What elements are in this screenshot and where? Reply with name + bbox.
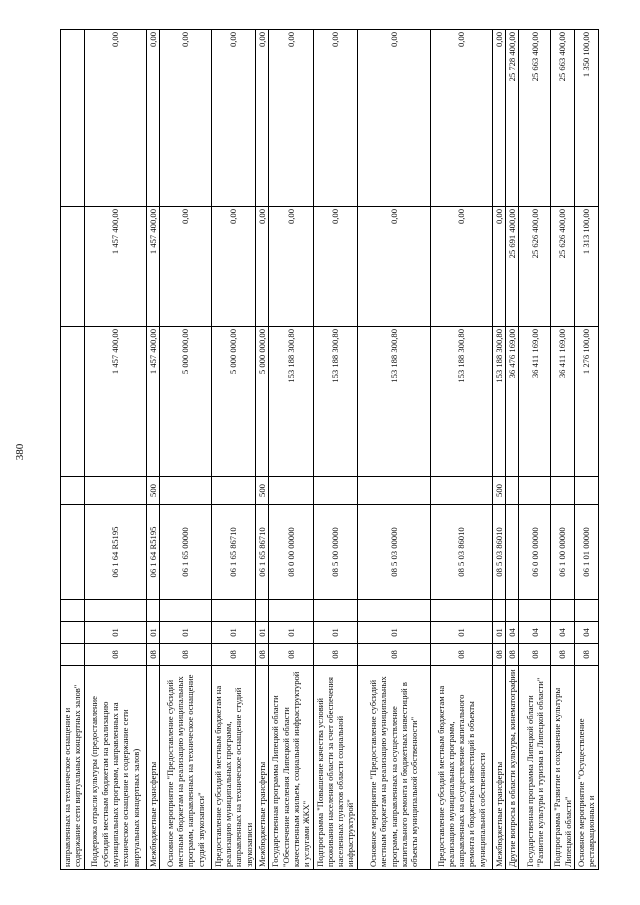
grbs-cell: 08 [519,644,551,666]
section-cell: 01 [159,622,211,644]
expense-type-cell [506,477,519,505]
sum-year1-cell [61,327,85,477]
subsection-cell [146,600,159,622]
table-row [430,30,492,870]
row-name-cell: Предоставление субсидий местным бюджетам на реализацию муниципальных программ, направленных на осуществление капитального ремонта и бюджетных инвестиций в объекты муниципальной собственности [430,666,492,870]
subsection-cell [506,600,519,622]
sum-year3-cell: 0,00 [159,30,211,207]
subsection-cell [313,600,357,622]
table-row [159,30,211,870]
target-article-cell: 08 5 03 00000 [357,505,430,600]
expense-type-cell: 500 [146,477,159,505]
sum-year2-cell: 0,00 [430,207,492,327]
subsection-cell [430,600,492,622]
sum-year2-cell: 1 313 100,00 [574,207,598,327]
sum-year3-cell: 0,00 [256,30,269,207]
grbs-cell: 08 [506,644,519,666]
target-article-cell [506,505,519,600]
expense-type-cell [84,477,146,505]
section-cell: 04 [506,622,519,644]
grbs-cell: 08 [492,644,505,666]
sum-year2-cell: 1 457 400,00 [146,207,159,327]
row-name-cell: Межбюджетные трансферты [146,666,159,870]
target-article-cell: 08 5 03 86010 [430,505,492,600]
expense-type-cell [269,477,313,505]
expense-type-cell [61,477,85,505]
subsection-cell [269,600,313,622]
target-article-cell: 06 1 65 86710 [256,505,269,600]
expense-type-cell [574,477,598,505]
sum-year1-cell: 153 188 300,80 [357,327,430,477]
sum-year1-cell: 5 000 000,00 [211,327,255,477]
table-row [211,30,255,870]
section-cell: 01 [492,622,505,644]
sum-year2-cell [61,207,85,327]
table-row [313,30,357,870]
subsection-cell [519,600,551,622]
sum-year1-cell: 36 411 169,00 [551,327,575,477]
table-row [574,30,598,870]
subsection-cell [492,600,505,622]
target-article-cell: 08 5 00 00000 [313,505,357,600]
sum-year1-cell: 153 188 300,80 [313,327,357,477]
sum-year2-cell: 0,00 [159,207,211,327]
table-row [506,30,519,870]
section-cell: 01 [211,622,255,644]
section-cell: 04 [519,622,551,644]
target-article-cell: 08 0 00 00000 [269,505,313,600]
grbs-cell: 08 [430,644,492,666]
grbs-cell: 08 [211,644,255,666]
subsection-cell [574,600,598,622]
target-article-cell: 06 1 65 86710 [211,505,255,600]
target-article-cell: 06 0 00 00000 [519,505,551,600]
section-cell [61,622,85,644]
section-cell: 01 [357,622,430,644]
subsection-cell [357,600,430,622]
sum-year1-cell: 153 188 300,80 [492,327,505,477]
section-cell: 01 [146,622,159,644]
subsection-cell [211,600,255,622]
subsection-cell [551,600,575,622]
sum-year3-cell: 0,00 [269,30,313,207]
target-article-cell: 06 1 64 R5195 [84,505,146,600]
sum-year1-cell: 153 188 300,80 [269,327,313,477]
section-cell: 01 [313,622,357,644]
sum-year3-cell: 0,00 [313,30,357,207]
table-row [146,30,159,870]
table-row [357,30,430,870]
sum-year3-cell: 1 350 100,00 [574,30,598,207]
sum-year2-cell: 0,00 [313,207,357,327]
expense-type-cell [430,477,492,505]
sum-year3-cell: 0,00 [357,30,430,207]
sum-year1-cell: 1 276 100,00 [574,327,598,477]
grbs-cell: 08 [574,644,598,666]
row-name-cell: Основное мероприятие "Осуществление реставрационных и [574,666,598,870]
target-article-cell: 06 1 64 R5195 [146,505,159,600]
sum-year1-cell: 36 476 169,00 [506,327,519,477]
sum-year2-cell: 1 457 400,00 [84,207,146,327]
row-name-cell: Межбюджетные трансферты [492,666,505,870]
grbs-cell: 08 [551,644,575,666]
target-article-cell: 06 1 01 00000 [574,505,598,600]
target-article-cell: 06 1 65 00000 [159,505,211,600]
expense-type-cell: 500 [256,477,269,505]
table-row [256,30,269,870]
sum-year1-cell: 5 000 000,00 [256,327,269,477]
row-name-cell: Основное мероприятие "Предоставление субсидий местным бюджетам на реализацию муниципальных программ, направленных на техническое оснащение студий звукозаписи" [159,666,211,870]
row-name-cell: Государственная программа Липецкой области "Развитие культуры и туризма в Липецкой области" [519,666,551,870]
expense-type-cell [551,477,575,505]
sum-year1-cell: 36 411 169,00 [519,327,551,477]
sum-year3-cell: 0,00 [211,30,255,207]
row-name-cell: Предоставление субсидий местным бюджетам на реализацию муниципальных программ, направленных на техническое оснащение студий звукозаписи [211,666,255,870]
expense-type-cell [211,477,255,505]
subsection-cell [61,600,85,622]
table-row [269,30,313,870]
row-name-cell: Поддержка отрасли культуры (предоставление субсидий местным бюджетам на реализацию муниципальных программ, направленных на техническое оснащение и содержание сети виртуальных концертных залов) [84,666,146,870]
grbs-cell: 08 [146,644,159,666]
sum-year2-cell: 25 626 400,00 [519,207,551,327]
section-cell: 01 [256,622,269,644]
row-name-cell: Другие вопросы в области культуры, кинематографии [506,666,519,870]
sum-year3-cell: 0,00 [84,30,146,207]
expense-type-cell: 500 [492,477,505,505]
page-number: 380 [14,443,26,461]
expense-type-cell [313,477,357,505]
expense-type-cell [159,477,211,505]
row-name-cell: направленных на техническое оснащение и содержание сети виртуальных концертных залов" [61,666,85,870]
subsection-cell [159,600,211,622]
sum-year1-cell: 5 000 000,00 [159,327,211,477]
target-article-cell: 08 5 03 86010 [492,505,505,600]
sum-year2-cell: 0,00 [492,207,505,327]
sum-year3-cell [61,30,85,207]
grbs-cell: 08 [256,644,269,666]
row-name-cell: Подпрограмма "Повышение качества условий проживания населения области за счет обеспечения населенных пунктов области социальной инфраструктурой" [313,666,357,870]
section-cell: 04 [574,622,598,644]
sum-year2-cell: 0,00 [256,207,269,327]
table-row [519,30,551,870]
grbs-cell: 08 [357,644,430,666]
sum-year1-cell: 1 457 400,00 [146,327,159,477]
sum-year1-cell: 1 457 400,00 [84,327,146,477]
sum-year1-cell: 153 188 300,80 [430,327,492,477]
budget-table-area [60,30,597,870]
grbs-cell: 08 [269,644,313,666]
row-name-cell: Основное мероприятие "Предоставление субсидий местным бюджетам на реализацию муниципальных программ, направленных на осуществление капитального ремонта и бюджетных инвестиций в объекты муниципальной собственности" [357,666,430,870]
grbs-cell [61,644,85,666]
target-article-cell: 06 1 00 00000 [551,505,575,600]
sum-year3-cell: 0,00 [430,30,492,207]
target-article-cell [61,505,85,600]
row-name-cell: Межбюджетные трансферты [256,666,269,870]
sum-year2-cell: 25 626 400,00 [551,207,575,327]
row-name-cell: Подпрограмма "Развитие и сохранение культуры Липецкой области" [551,666,575,870]
sum-year2-cell: 0,00 [269,207,313,327]
section-cell: 01 [269,622,313,644]
subsection-cell [256,600,269,622]
grbs-cell: 08 [84,644,146,666]
sum-year3-cell: 25 728 400,00 [506,30,519,207]
table-row [84,30,146,870]
expense-type-cell [519,477,551,505]
grbs-cell: 08 [313,644,357,666]
table-row [492,30,505,870]
sum-year2-cell: 25 691 400,00 [506,207,519,327]
sum-year2-cell: 0,00 [357,207,430,327]
section-cell: 04 [551,622,575,644]
sum-year3-cell: 25 663 400,00 [519,30,551,207]
row-name-cell: Государственная программа Липецкой области "Обеспечение населения Липецкой области качественным жильем, социальной инфраструктурой и услугами ЖКХ" [269,666,313,870]
section-cell: 01 [430,622,492,644]
sum-year3-cell: 25 663 400,00 [551,30,575,207]
section-cell: 01 [84,622,146,644]
grbs-cell: 08 [159,644,211,666]
expense-type-cell [357,477,430,505]
sum-year3-cell: 0,00 [492,30,505,207]
sum-year2-cell: 0,00 [211,207,255,327]
subsection-cell [84,600,146,622]
budget-table [60,29,599,870]
sum-year3-cell: 0,00 [146,30,159,207]
table-row [551,30,575,870]
table-row [61,30,85,870]
